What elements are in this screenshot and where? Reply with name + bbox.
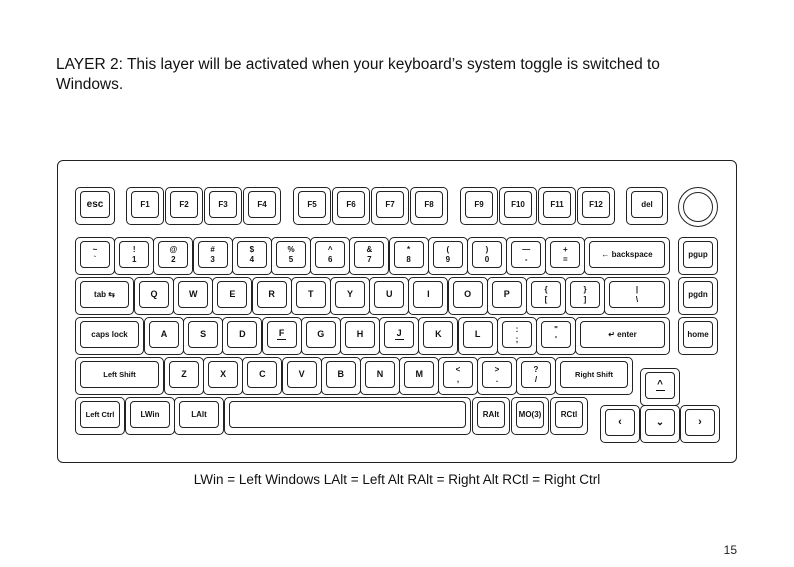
key-ralt: [472, 397, 510, 435]
key-f11-label: F11: [550, 200, 564, 209]
key-x: [203, 357, 243, 395]
key-q-label: Q: [150, 289, 158, 299]
key-num-10-base-label: 0: [484, 254, 490, 264]
key-esc-label: esc: [86, 199, 104, 210]
key-f6-label: F6: [346, 200, 356, 209]
key-right-arrow: [680, 405, 720, 443]
key-quote-base-label: ': [555, 334, 557, 344]
key-num-0-shift-label: ~: [92, 244, 98, 254]
rotary-knob-inner: [683, 192, 713, 222]
key-n-label: N: [376, 369, 384, 379]
key-f8-label: F8: [424, 200, 434, 209]
key-num-6-base-label: 6: [327, 254, 333, 264]
key-h: [340, 317, 380, 355]
key-o-label: O: [464, 289, 472, 299]
rotary-knob: [678, 187, 718, 227]
key-l-label: L: [474, 329, 481, 339]
key-mo3: [511, 397, 549, 435]
key-num-6-shift-label: ^: [327, 244, 333, 254]
key-b-label: B: [337, 369, 345, 379]
key-del-label: del: [641, 200, 653, 209]
key-up-arrow-label: ^: [657, 378, 663, 390]
key-caps-lock: [75, 317, 144, 355]
key-num-8-shift-label: *: [407, 244, 411, 254]
homing-bump-icon: [656, 390, 665, 392]
key-num-11-base-label: -: [524, 254, 528, 264]
key-num-7-base-label: 7: [367, 254, 372, 264]
key-f6: [332, 187, 370, 225]
key-backspace-label: ← backspace: [601, 250, 653, 259]
key-period-shift-label: >: [494, 364, 500, 374]
key-q: [134, 277, 174, 315]
key-backslash: [604, 277, 670, 315]
key-f1-label: F1: [140, 200, 150, 209]
key-num-9-base-label: 9: [445, 254, 451, 264]
key-right-shift-label: Right Shift: [575, 370, 613, 379]
key-a-label: A: [160, 329, 168, 339]
key-g: [301, 317, 341, 355]
key-comma: [438, 357, 478, 395]
key-f12-label: F12: [589, 200, 603, 209]
key-tab-label: tab ⇆: [94, 290, 115, 299]
key-f8: [410, 187, 448, 225]
key-num-3-base-label: 3: [210, 254, 215, 264]
key-tab: [75, 277, 134, 315]
key-num-1-shift-label: !: [132, 244, 136, 254]
homing-bump-icon: [277, 339, 286, 341]
key-num-9: [428, 237, 468, 275]
key-left-arrow: [600, 405, 640, 443]
key-pgdn: [678, 277, 718, 315]
key-num-0: [75, 237, 115, 275]
key-num-11: [506, 237, 546, 275]
key-f10-label: F10: [511, 200, 525, 209]
key-m-label: M: [415, 369, 423, 379]
key-num-10-shift-label: ): [485, 244, 489, 254]
key-num-6: [310, 237, 350, 275]
key-d: [222, 317, 262, 355]
key-i-label: I: [427, 289, 430, 299]
key-f4-label: F4: [257, 200, 267, 209]
key-num-2-shift-label: @: [169, 244, 178, 254]
key-p: [487, 277, 527, 315]
key-f1: [126, 187, 164, 225]
key-backslash-shift-label: |: [635, 284, 639, 294]
key-f3: [204, 187, 242, 225]
key-s: [183, 317, 223, 355]
key-period: [477, 357, 517, 395]
key-num-11-shift-label: —: [522, 244, 531, 254]
key-o: [448, 277, 488, 315]
key-p-label: P: [503, 289, 510, 299]
key-mo3-label: MO(3): [518, 410, 542, 419]
key-quote-shift-label: ": [554, 324, 558, 334]
key-num-10: [467, 237, 507, 275]
key-comma-base-label: ,: [456, 374, 460, 384]
key-g-label: G: [317, 329, 325, 339]
key-num-2: [153, 237, 193, 275]
key-backslash-base-label: \: [635, 294, 639, 304]
key-num-12-shift-label: +: [563, 244, 568, 254]
key-num-3-shift-label: #: [210, 244, 215, 254]
key-c: [242, 357, 282, 395]
key-ralt-label: RAlt: [482, 410, 500, 419]
key-w-label: W: [188, 289, 198, 299]
key-u-label: U: [385, 289, 393, 299]
page-number: 15: [723, 543, 737, 557]
key-num-3: [193, 237, 233, 275]
key-f7-label: F7: [385, 200, 395, 209]
key-rbrace: [565, 277, 605, 315]
key-num-5-base-label: 5: [288, 254, 294, 264]
page-heading: LAYER 2: This layer will be activated when your keyboard’s system toggle is switched to Windows.: [56, 56, 660, 93]
key-pgup-label: pgup: [688, 250, 708, 259]
key-rbrace-shift-label: }: [583, 284, 587, 294]
key-f12: [577, 187, 615, 225]
key-v: [282, 357, 322, 395]
key-i: [408, 277, 448, 315]
key-right-arrow-label: ›: [698, 416, 702, 428]
key-num-5: [271, 237, 311, 275]
key-num-8-base-label: 8: [406, 254, 411, 264]
key-y: [330, 277, 370, 315]
key-f: [262, 317, 302, 355]
key-h-label: H: [356, 329, 364, 339]
key-left-ctrl: [75, 397, 125, 435]
key-num-4-shift-label: $: [249, 244, 255, 254]
key-enter: [575, 317, 670, 355]
key-t: [291, 277, 331, 315]
key-y-label: Y: [346, 289, 353, 299]
key-s-label: S: [200, 329, 207, 339]
key-esc: [75, 187, 115, 225]
key-num-7: [349, 237, 389, 275]
key-num-8: [389, 237, 429, 275]
key-pgup: [678, 237, 718, 275]
key-lbrace-base-label: [: [544, 294, 548, 304]
key-slash-shift-label: ?: [533, 364, 539, 374]
key-lalt: [174, 397, 224, 435]
key-num-1: [114, 237, 154, 275]
key-period-base-label: .: [495, 374, 499, 384]
key-u: [369, 277, 409, 315]
key-num-5-shift-label: %: [287, 244, 295, 254]
key-f9-label: F9: [474, 200, 484, 209]
key-num-12-base-label: =: [563, 254, 568, 264]
key-f-label: F: [278, 327, 285, 338]
key-comma-shift-label: <: [455, 364, 461, 374]
key-r: [252, 277, 292, 315]
key-down-arrow-label: ⌄: [655, 417, 665, 428]
key-num-2-base-label: 2: [171, 254, 176, 264]
key-caps-lock-label: caps lock: [91, 330, 128, 339]
key-e: [212, 277, 252, 315]
key-f4: [243, 187, 281, 225]
key-rbrace-base-label: ]: [583, 294, 587, 304]
key-e-label: E: [229, 289, 236, 299]
key-enter-label: ↵ enter: [608, 330, 637, 339]
key-rctl-label: RCtl: [560, 410, 578, 419]
key-num-7-shift-label: &: [366, 244, 373, 254]
key-num-1-base-label: 1: [131, 254, 137, 264]
key-lbrace: [526, 277, 566, 315]
key-num-4-base-label: 4: [249, 254, 255, 264]
key-left-shift: [75, 357, 164, 395]
key-a: [144, 317, 184, 355]
key-semicolon-base-label: ;: [515, 334, 519, 344]
key-v-label: V: [298, 369, 305, 379]
key-t-label: T: [308, 289, 314, 299]
key-m: [399, 357, 439, 395]
key-f2: [165, 187, 203, 225]
key-num-4: [232, 237, 272, 275]
key-num-9-shift-label: (: [446, 244, 450, 254]
key-f3-label: F3: [218, 200, 228, 209]
homing-bump-icon: [395, 339, 404, 341]
key-r-label: R: [268, 289, 275, 299]
key-home: [678, 317, 718, 355]
key-k-label: K: [435, 329, 442, 339]
key-num-0-base-label: `: [93, 254, 97, 264]
key-c-label: C: [259, 369, 266, 379]
key-n: [360, 357, 400, 395]
key-lbrace-shift-label: {: [544, 284, 548, 294]
key-rctl: [550, 397, 588, 435]
key-semicolon-shift-label: :: [515, 324, 519, 334]
key-pgdn-label: pgdn: [688, 290, 708, 299]
key-l: [458, 317, 498, 355]
key-x-label: X: [220, 369, 227, 379]
key-left-ctrl-label: Left Ctrl: [85, 410, 115, 419]
key-del: [626, 187, 668, 225]
key-f9: [460, 187, 498, 225]
key-spacebar: [224, 397, 471, 435]
key-f7: [371, 187, 409, 225]
key-slash: [516, 357, 556, 395]
key-j: [379, 317, 419, 355]
key-down-arrow: [640, 405, 680, 443]
key-left-shift-label: Left Shift: [103, 370, 136, 379]
key-f5: [293, 187, 331, 225]
key-j-label: J: [396, 327, 402, 338]
abbreviation-legend: LWin = Left Windows LAlt = Left Alt RAlt = Right Alt RCtl = Right Ctrl: [193, 472, 601, 487]
key-b: [321, 357, 361, 395]
key-backspace: [584, 237, 670, 275]
key-right-shift: [555, 357, 633, 395]
key-quote: [536, 317, 576, 355]
key-left-arrow-label: ‹: [618, 416, 622, 428]
key-f10: [499, 187, 537, 225]
key-semicolon: [497, 317, 537, 355]
key-up-arrow: [640, 368, 680, 406]
key-w: [173, 277, 213, 315]
key-slash-base-label: /: [534, 374, 538, 384]
key-z: [164, 357, 204, 395]
key-f11: [538, 187, 576, 225]
key-home-label: home: [687, 330, 709, 339]
key-z-label: Z: [181, 369, 187, 379]
key-lwin: [125, 397, 175, 435]
key-k: [418, 317, 458, 355]
key-num-12: [545, 237, 585, 275]
key-f2-label: F2: [179, 200, 189, 209]
key-d-label: D: [239, 329, 246, 339]
key-lalt-label: LAlt: [191, 410, 207, 419]
key-lwin-label: LWin: [140, 410, 160, 419]
key-f5-label: F5: [307, 200, 317, 209]
